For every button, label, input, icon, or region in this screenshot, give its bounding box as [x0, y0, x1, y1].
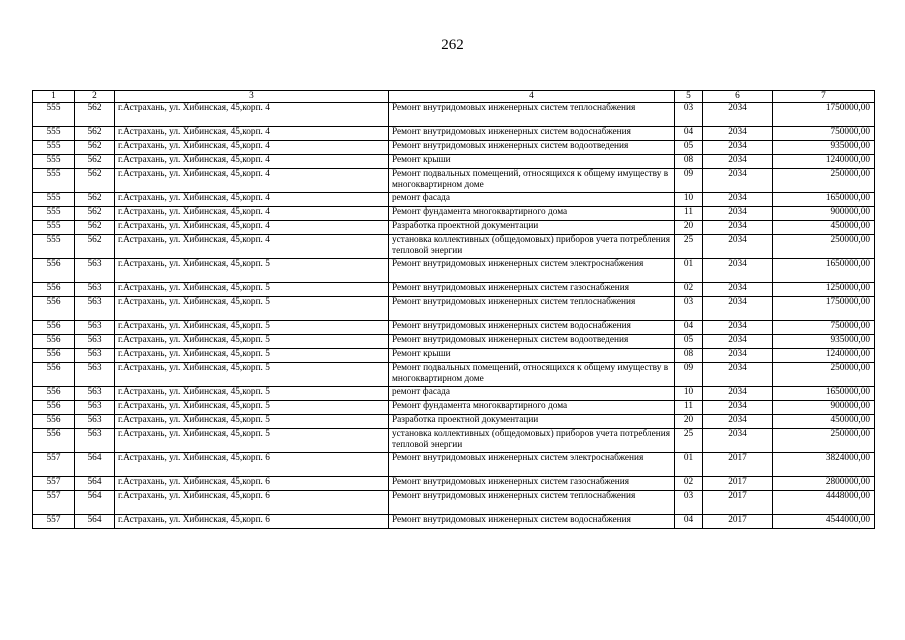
year-cell: 2034 — [703, 221, 773, 235]
work-code-cell: 02 — [675, 283, 703, 297]
object-number-cell: 562 — [75, 103, 115, 127]
cost-cell: 750000,00 — [773, 321, 875, 335]
cost-cell: 935000,00 — [773, 335, 875, 349]
table-row — [33, 259, 875, 283]
table-row — [33, 155, 875, 169]
work-type-cell: Ремонт крыши — [389, 349, 675, 363]
table-row — [33, 207, 875, 221]
year-cell: 2034 — [703, 103, 773, 127]
year-cell: 2034 — [703, 155, 773, 169]
address-cell: г.Астрахань, ул. Хибинская, 45,корп. 6 — [115, 477, 389, 491]
table-header — [33, 91, 875, 103]
year-cell: 2034 — [703, 141, 773, 155]
building-number-cell: 555 — [33, 169, 75, 193]
building-number-cell: 555 — [33, 141, 75, 155]
work-type-cell: Ремонт внутридомовых инженерных систем электроснабжения — [389, 259, 675, 283]
work-code-cell: 04 — [675, 127, 703, 141]
year-cell: 2034 — [703, 259, 773, 283]
work-type-cell: ремонт фасада — [389, 193, 675, 207]
work-code-cell: 08 — [675, 155, 703, 169]
table-row — [33, 363, 875, 387]
object-number-cell: 564 — [75, 453, 115, 477]
building-number-cell: 556 — [33, 429, 75, 453]
object-number-cell: 564 — [75, 477, 115, 491]
work-type-cell: Ремонт внутридомовых инженерных систем водоснабжения — [389, 321, 675, 335]
column-header-1: 1 — [33, 91, 75, 103]
address-cell: г.Астрахань, ул. Хибинская, 45,корп. 5 — [115, 387, 389, 401]
work-code-cell: 25 — [675, 235, 703, 259]
building-number-cell: 556 — [33, 259, 75, 283]
building-number-cell: 557 — [33, 477, 75, 491]
table-row — [33, 401, 875, 415]
work-code-cell: 01 — [675, 453, 703, 477]
work-type-cell: Ремонт фундамента многоквартирного дома — [389, 207, 675, 221]
work-type-cell: Ремонт внутридомовых инженерных систем водоотведения — [389, 335, 675, 349]
table-row — [33, 491, 875, 515]
work-type-cell: установка коллективных (общедомовых) приборов учета потребления тепловой энергии — [389, 235, 675, 259]
cost-cell: 1650000,00 — [773, 193, 875, 207]
table-row — [33, 321, 875, 335]
work-type-cell: Ремонт внутридомовых инженерных систем водоснабжения — [389, 127, 675, 141]
work-type-cell: Ремонт внутридомовых инженерных систем газоснабжения — [389, 283, 675, 297]
building-number-cell: 556 — [33, 321, 75, 335]
object-number-cell: 562 — [75, 193, 115, 207]
year-cell: 2017 — [703, 491, 773, 515]
page-number: 262 — [441, 37, 464, 53]
address-cell: г.Астрахань, ул. Хибинская, 45,корп. 5 — [115, 335, 389, 349]
year-cell: 2034 — [703, 169, 773, 193]
table-row — [33, 415, 875, 429]
cost-cell: 1750000,00 — [773, 297, 875, 321]
cost-cell: 1250000,00 — [773, 283, 875, 297]
year-cell: 2034 — [703, 429, 773, 453]
year-cell: 2017 — [703, 453, 773, 477]
object-number-cell: 563 — [75, 363, 115, 387]
work-type-cell: Разработка проектной документации — [389, 221, 675, 235]
object-number-cell: 562 — [75, 127, 115, 141]
cost-cell: 935000,00 — [773, 141, 875, 155]
building-number-cell: 556 — [33, 349, 75, 363]
object-number-cell: 563 — [75, 321, 115, 335]
cost-cell: 450000,00 — [773, 221, 875, 235]
object-number-cell: 563 — [75, 297, 115, 321]
address-cell: г.Астрахань, ул. Хибинская, 45,корп. 5 — [115, 321, 389, 335]
table-row — [33, 127, 875, 141]
table-row — [33, 283, 875, 297]
work-type-cell: Ремонт подвальных помещений, относящихся к общему имуществу в многоквартирном доме — [389, 363, 675, 387]
object-number-cell: 562 — [75, 169, 115, 193]
building-number-cell: 556 — [33, 335, 75, 349]
building-number-cell: 556 — [33, 283, 75, 297]
cost-cell: 900000,00 — [773, 207, 875, 221]
cost-cell: 450000,00 — [773, 415, 875, 429]
address-cell: г.Астрахань, ул. Хибинская, 45,корп. 4 — [115, 221, 389, 235]
object-number-cell: 563 — [75, 429, 115, 453]
object-number-cell: 563 — [75, 259, 115, 283]
object-number-cell: 563 — [75, 349, 115, 363]
cost-cell: 1240000,00 — [773, 349, 875, 363]
address-cell: г.Астрахань, ул. Хибинская, 45,корп. 5 — [115, 429, 389, 453]
work-code-cell: 01 — [675, 259, 703, 283]
object-number-cell: 563 — [75, 387, 115, 401]
table-row — [33, 141, 875, 155]
work-type-cell: Ремонт внутридомовых инженерных систем теплоснабжения — [389, 297, 675, 321]
object-number-cell: 563 — [75, 335, 115, 349]
table-row — [33, 429, 875, 453]
work-code-cell: 10 — [675, 193, 703, 207]
table-row — [33, 515, 875, 529]
year-cell: 2034 — [703, 193, 773, 207]
building-number-cell: 555 — [33, 155, 75, 169]
address-cell: г.Астрахань, ул. Хибинская, 45,корп. 6 — [115, 515, 389, 529]
building-number-cell: 557 — [33, 453, 75, 477]
work-type-cell: Ремонт внутридомовых инженерных систем электроснабжения — [389, 453, 675, 477]
work-code-cell: 05 — [675, 335, 703, 349]
year-cell: 2034 — [703, 401, 773, 415]
work-code-cell: 20 — [675, 415, 703, 429]
cost-cell: 250000,00 — [773, 363, 875, 387]
work-code-cell: 10 — [675, 387, 703, 401]
year-cell: 2017 — [703, 477, 773, 491]
cost-cell: 750000,00 — [773, 127, 875, 141]
column-header-5: 5 — [675, 91, 703, 103]
cost-cell: 4448000,00 — [773, 491, 875, 515]
building-number-cell: 556 — [33, 401, 75, 415]
address-cell: г.Астрахань, ул. Хибинская, 45,корп. 4 — [115, 127, 389, 141]
year-cell: 2017 — [703, 515, 773, 529]
address-cell: г.Астрахань, ул. Хибинская, 45,корп. 5 — [115, 259, 389, 283]
object-number-cell: 562 — [75, 235, 115, 259]
work-code-cell: 03 — [675, 297, 703, 321]
table-row — [33, 221, 875, 235]
address-cell: г.Астрахань, ул. Хибинская, 45,корп. 4 — [115, 155, 389, 169]
work-code-cell: 04 — [675, 321, 703, 335]
work-code-cell: 04 — [675, 515, 703, 529]
object-number-cell: 562 — [75, 141, 115, 155]
table-row — [33, 297, 875, 321]
work-code-cell: 20 — [675, 221, 703, 235]
table-row — [33, 477, 875, 491]
building-number-cell: 556 — [33, 415, 75, 429]
cost-cell: 250000,00 — [773, 429, 875, 453]
work-type-cell: Ремонт внутридомовых инженерных систем водоотведения — [389, 141, 675, 155]
cost-cell: 2800000,00 — [773, 477, 875, 491]
work-code-cell: 05 — [675, 141, 703, 155]
year-cell: 2034 — [703, 283, 773, 297]
work-code-cell: 11 — [675, 207, 703, 221]
table-row — [33, 335, 875, 349]
column-header-2: 2 — [75, 91, 115, 103]
column-header-6: 6 — [703, 91, 773, 103]
cost-cell: 1750000,00 — [773, 103, 875, 127]
object-number-cell: 562 — [75, 221, 115, 235]
address-cell: г.Астрахань, ул. Хибинская, 45,корп. 5 — [115, 297, 389, 321]
cost-cell: 4544000,00 — [773, 515, 875, 529]
address-cell: г.Астрахань, ул. Хибинская, 45,корп. 5 — [115, 283, 389, 297]
cost-cell: 250000,00 — [773, 235, 875, 259]
building-number-cell: 557 — [33, 491, 75, 515]
column-header-4: 4 — [389, 91, 675, 103]
object-number-cell: 563 — [75, 415, 115, 429]
table-row — [33, 453, 875, 477]
table-body — [33, 103, 875, 529]
work-type-cell: Ремонт подвальных помещений, относящихся к общему имуществу в многоквартирном доме — [389, 169, 675, 193]
year-cell: 2034 — [703, 297, 773, 321]
building-number-cell: 556 — [33, 363, 75, 387]
work-type-cell: Ремонт внутридомовых инженерных систем газоснабжения — [389, 477, 675, 491]
year-cell: 2034 — [703, 415, 773, 429]
work-code-cell: 03 — [675, 103, 703, 127]
work-type-cell: Ремонт внутридомовых инженерных систем водоснабжения — [389, 515, 675, 529]
work-code-cell: 02 — [675, 477, 703, 491]
header-row — [33, 91, 875, 103]
year-cell: 2034 — [703, 387, 773, 401]
building-number-cell: 557 — [33, 515, 75, 529]
work-code-cell: 09 — [675, 363, 703, 387]
table-row — [33, 349, 875, 363]
year-cell: 2034 — [703, 321, 773, 335]
object-number-cell: 562 — [75, 155, 115, 169]
address-cell: г.Астрахань, ул. Хибинская, 45,корп. 4 — [115, 235, 389, 259]
table-row — [33, 193, 875, 207]
work-type-cell: Разработка проектной документации — [389, 415, 675, 429]
address-cell: г.Астрахань, ул. Хибинская, 45,корп. 4 — [115, 207, 389, 221]
cost-cell: 1240000,00 — [773, 155, 875, 169]
table-row — [33, 103, 875, 127]
year-cell: 2034 — [703, 363, 773, 387]
building-number-cell: 555 — [33, 207, 75, 221]
work-code-cell: 09 — [675, 169, 703, 193]
year-cell: 2034 — [703, 349, 773, 363]
column-header-3: 3 — [115, 91, 389, 103]
column-header-7: 7 — [773, 91, 875, 103]
year-cell: 2034 — [703, 207, 773, 221]
cost-cell: 3824000,00 — [773, 453, 875, 477]
object-number-cell: 563 — [75, 401, 115, 415]
building-number-cell: 555 — [33, 221, 75, 235]
table-row — [33, 169, 875, 193]
object-number-cell: 564 — [75, 515, 115, 529]
work-type-cell: ремонт фасада — [389, 387, 675, 401]
building-number-cell: 555 — [33, 127, 75, 141]
object-number-cell: 564 — [75, 491, 115, 515]
work-type-cell: установка коллективных (общедомовых) приборов учета потребления тепловой энергии — [389, 429, 675, 453]
table-row — [33, 235, 875, 259]
work-type-cell: Ремонт внутридомовых инженерных систем теплоснабжения — [389, 103, 675, 127]
address-cell: г.Астрахань, ул. Хибинская, 45,корп. 4 — [115, 103, 389, 127]
address-cell: г.Астрахань, ул. Хибинская, 45,корп. 5 — [115, 415, 389, 429]
building-number-cell: 555 — [33, 235, 75, 259]
work-code-cell: 11 — [675, 401, 703, 415]
address-cell: г.Астрахань, ул. Хибинская, 45,корп. 6 — [115, 491, 389, 515]
address-cell: г.Астрахань, ул. Хибинская, 45,корп. 4 — [115, 141, 389, 155]
work-code-cell: 03 — [675, 491, 703, 515]
work-code-cell: 25 — [675, 429, 703, 453]
cost-cell: 1650000,00 — [773, 259, 875, 283]
cost-cell: 250000,00 — [773, 169, 875, 193]
cost-cell: 1650000,00 — [773, 387, 875, 401]
building-number-cell: 556 — [33, 387, 75, 401]
building-number-cell: 555 — [33, 103, 75, 127]
year-cell: 2034 — [703, 335, 773, 349]
address-cell: г.Астрахань, ул. Хибинская, 45,корп. 5 — [115, 363, 389, 387]
building-number-cell: 555 — [33, 193, 75, 207]
address-cell: г.Астрахань, ул. Хибинская, 45,корп. 6 — [115, 453, 389, 477]
building-number-cell: 556 — [33, 297, 75, 321]
object-number-cell: 563 — [75, 283, 115, 297]
address-cell: г.Астрахань, ул. Хибинская, 45,корп. 4 — [115, 193, 389, 207]
address-cell: г.Астрахань, ул. Хибинская, 45,корп. 5 — [115, 401, 389, 415]
work-type-cell: Ремонт фундамента многоквартирного дома — [389, 401, 675, 415]
work-code-cell: 08 — [675, 349, 703, 363]
work-type-cell: Ремонт крыши — [389, 155, 675, 169]
capital-repair-table — [32, 90, 875, 529]
object-number-cell: 562 — [75, 207, 115, 221]
table-row — [33, 387, 875, 401]
work-type-cell: Ремонт внутридомовых инженерных систем теплоснабжения — [389, 491, 675, 515]
year-cell: 2034 — [703, 127, 773, 141]
year-cell: 2034 — [703, 235, 773, 259]
cost-cell: 900000,00 — [773, 401, 875, 415]
address-cell: г.Астрахань, ул. Хибинская, 45,корп. 4 — [115, 169, 389, 193]
address-cell: г.Астрахань, ул. Хибинская, 45,корп. 5 — [115, 349, 389, 363]
